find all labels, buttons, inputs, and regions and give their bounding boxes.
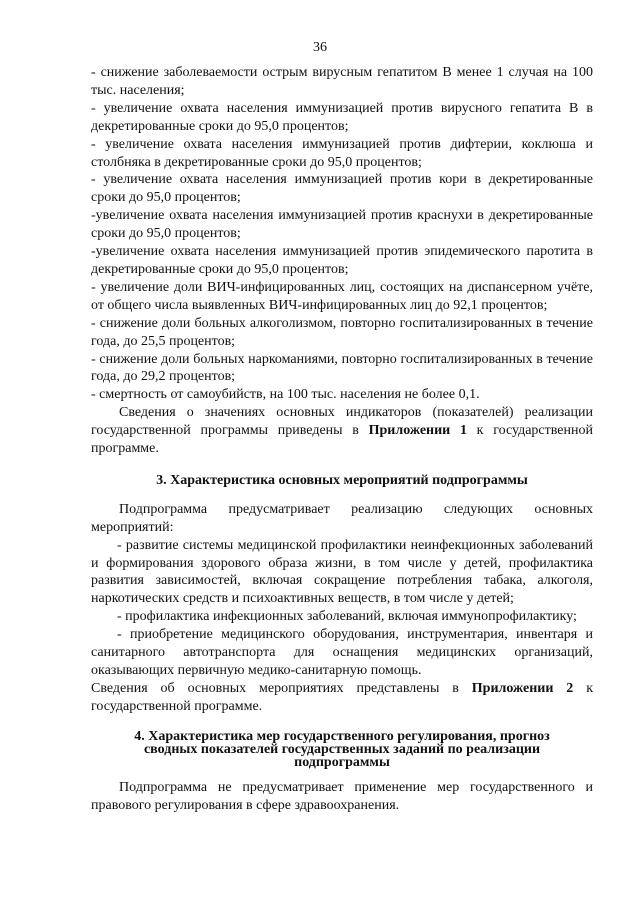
list-item: - увеличение охвата населения иммунизацией против вирусного гепатита В в декретированные сроки до 95,0 процентов; <box>91 100 593 134</box>
activities-note-text: Сведения об основных мероприятиях представлены в <box>91 680 472 696</box>
section-3-intro: Подпрограмма предусматривает реализацию следующих основных мероприятий: <box>91 501 593 535</box>
list-item: - увеличение охвата населения иммунизацией против дифтерии, коклюша и столбняка в декретированные сроки до 95,0 процентов; <box>91 136 593 170</box>
activity-item: - профилактика инфекционных заболеваний, включая иммунопрофилактику; <box>117 609 577 625</box>
list-item: - смертность от самоубийств, на 100 тыс. населения не более 0,1. <box>91 387 480 403</box>
list-item: - снижение заболеваемости острым вирусным гепатитом В менее 1 случая на 100 тыс. населения; <box>91 65 593 98</box>
activity-item: - развитие системы медицинской профилактики неинфекционных заболеваний и формирования здорового образа жизни, в том числе у детей, профилактика развития зависимостей, включая сокращение потребления табака, алкоголя, наркотических средств и психоактивных веществ, в том числе у детей; <box>91 537 593 607</box>
indicators-note <box>91 404 593 458</box>
appendix-1-reference: Приложении 1 <box>368 423 467 439</box>
activities-note <box>91 680 593 716</box>
section-4-heading <box>91 730 593 769</box>
list-item: -увеличение охвата населения иммунизацией против краснухи в декретированные сроки до 95,0 процентов; <box>91 208 593 242</box>
section-4-heading-line: подпрограммы <box>294 754 390 770</box>
section-3-heading: 3. Характеристика основных мероприятий подпрограммы <box>156 472 528 488</box>
list-item: -увеличение охвата населения иммунизацией против эпидемического паротита в декретированные сроки до 95,0 процентов; <box>91 244 593 277</box>
section-4-heading-line: 4. Характеристика мер государственного регулирования, прогноз <box>134 728 550 744</box>
list-item: - увеличение доли ВИЧ-инфицированных лиц, состоящих на диспансерном учёте, от общего числа выявленных ВИЧ-инфицированных лиц до 92,1 процентов; <box>91 279 593 313</box>
page-number: 36 <box>313 40 327 55</box>
activity-item: - приобретение медицинского оборудования, инструментария, инвентаря и санитарного автотранспорта для оснащения медицинских организаций, оказывающих первичную медико-санитарную помощь. <box>91 627 593 678</box>
list-item: - увеличение охвата населения иммунизацией против кори в декретированные сроки до 95,0 процентов; <box>91 172 593 206</box>
activities-note-tail: к государственной программе. <box>91 680 593 714</box>
appendix-2-reference: Приложении 2 <box>471 680 574 696</box>
section-4-text: Подпрограмма не предусматривает применение мер государственного и правового регулирования в сфере здравоохранения. <box>91 779 593 813</box>
indicators-note-tail: к государственной программе. <box>91 423 593 457</box>
list-item: - снижение доли больных алкоголизмом, повторно госпитализированных в течение года, до 25,5 процентов; <box>91 315 593 349</box>
page-content <box>91 64 593 815</box>
indicator-list <box>91 64 593 404</box>
indicators-note-text: Сведения о значениях основных индикаторов (показателей) реализации государственной программы приведены в <box>91 405 593 439</box>
list-item: - снижение доли больных наркоманиями, повторно госпитализированных в течение года, до 29,2 процентов; <box>91 351 593 385</box>
section-4-heading-line: сводных показателей государственных заданий по реализации <box>143 741 541 757</box>
